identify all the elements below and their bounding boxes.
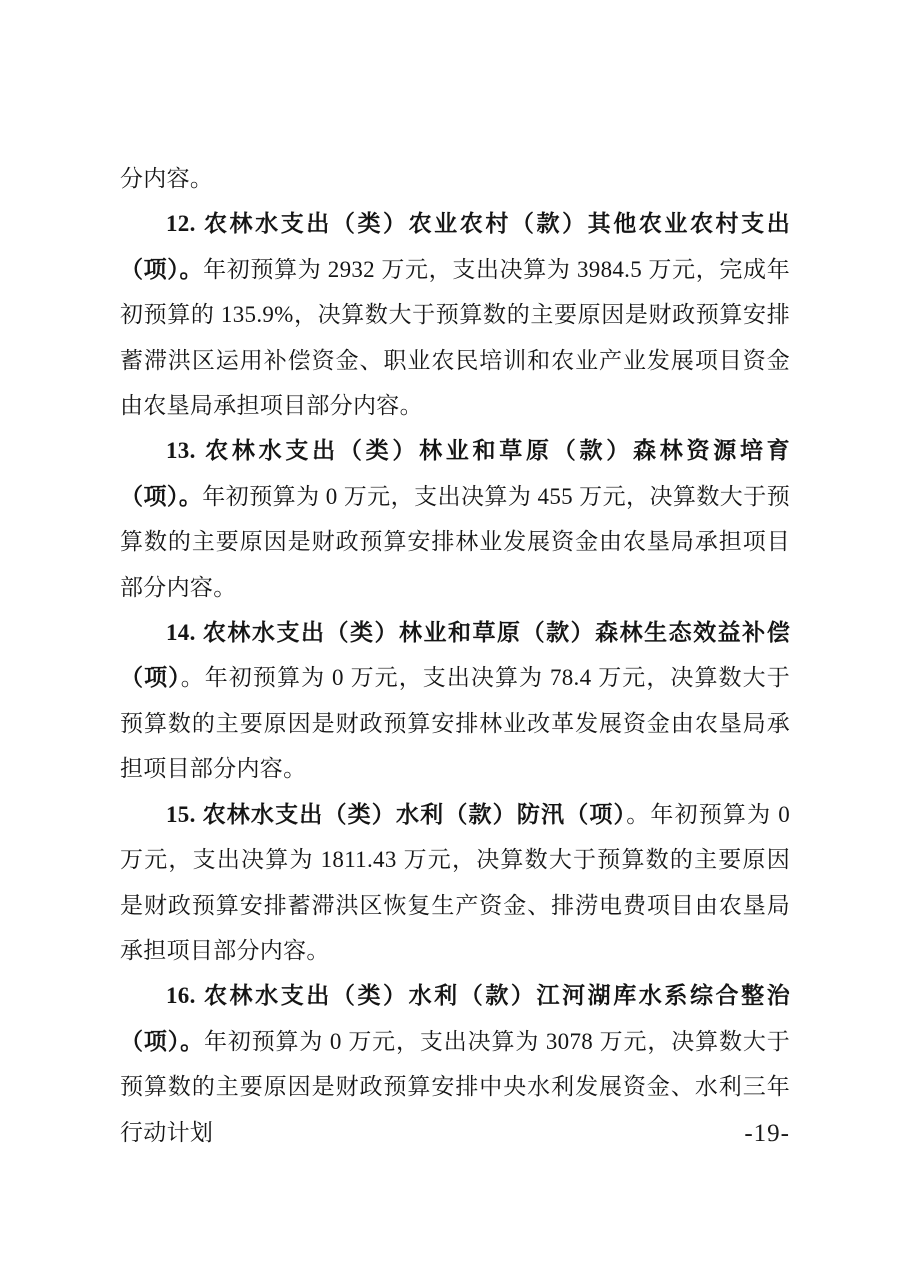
paragraph-item-14 <box>120 610 790 792</box>
paragraph-item-13 <box>120 428 790 610</box>
paragraph-item-12 <box>120 201 790 428</box>
paragraph-heading: 13. 农林水支出（类）林业和草原（款）森林资源培育（项）。 <box>120 438 790 509</box>
paragraph-heading: 14. 农林水支出（类）林业和草原（款）森林生态效益补偿（项） <box>120 620 790 691</box>
paragraph-heading: 15. 农林水支出（类）水利（款）防汛（项） <box>166 801 627 827</box>
paragraph-text: 年初预算为 2932 万元，支出决算为 3984.5 万元，完成年初预算的 135.9%，决算数大于预算数的主要原因是财政预算安排蓄滞洪区运用补偿资金、职业农民培训和农业产业发展项目资金由农垦局承担项目部分内容。 <box>120 256 790 419</box>
paragraph-text: 。年初预算为 0 万元，支出决算为 1811.43 万元，决算数大于预算数的主要原因是财政预算安排蓄滞洪区恢复生产资金、排涝电费项目由农垦局承担项目部分内容。 <box>120 801 790 963</box>
paragraph-continuation <box>120 156 790 201</box>
paragraph-item-16 <box>120 973 790 1155</box>
paragraph-text: 分内容。 <box>120 166 214 191</box>
paragraph-text: 年初预算为 0 万元，支出决算为 3078 万元，决算数大于预算数的主要原因是财政预算安排中央水利发展资金、水利三年行动计划 <box>120 1028 791 1145</box>
page-number: -19- <box>744 1120 790 1147</box>
document-body <box>120 156 790 1155</box>
paragraph-heading: 12. 农林水支出（类）农业农村（款）其他农业农村支出（项）。 <box>120 211 790 282</box>
paragraph-text: 。年初预算为 0 万元，支出决算为 78.4 万元，决算数大于预算数的主要原因是财政预算安排林业改革发展资金由农垦局承担项目部分内容。 <box>120 665 790 782</box>
paragraph-item-15 <box>120 792 790 974</box>
paragraph-heading: 16. 农林水支出（类）水利（款）江河湖库水系综合整治（项）。 <box>120 983 790 1054</box>
paragraph-text: 年初预算为 0 万元，支出决算为 455 万元，决算数大于预算数的主要原因是财政预算安排林业发展资金由农垦局承担项目部分内容。 <box>120 483 791 600</box>
